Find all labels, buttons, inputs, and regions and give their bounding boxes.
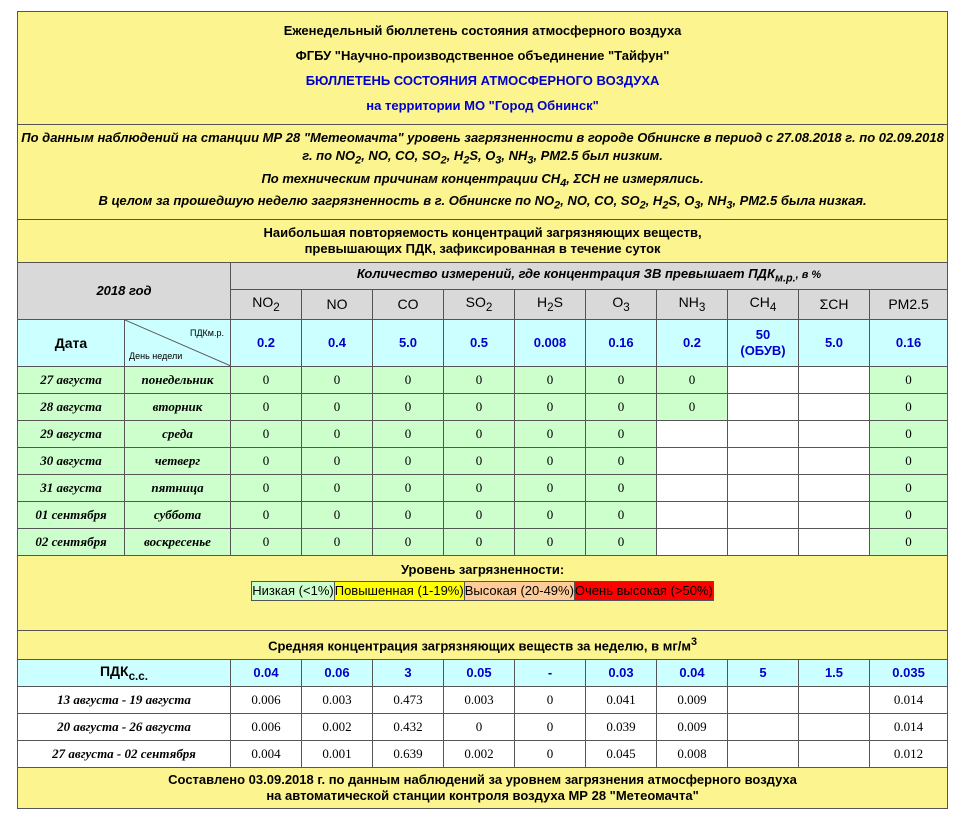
day-weekday: понедельник: [125, 366, 231, 393]
pdk-ss-value: 0.05: [444, 659, 515, 686]
day-value: 0: [515, 420, 586, 447]
bulletin-table: [17, 11, 948, 809]
weekly-average-value: 0.008: [657, 740, 728, 767]
bulletin-footer: Составлено 03.09.2018 г. по данным наблюдений за уровнем загрязнения атмосферного воздуха на автоматической станции контроля воздуха МР 28 "Метеомачта": [18, 767, 948, 808]
day-date: 01 сентября: [18, 501, 125, 528]
pdk-mr-value: 0.008: [515, 319, 586, 366]
day-value: 0: [302, 501, 373, 528]
pollution-level-section: [18, 555, 948, 630]
weekly-average-value: 0.009: [657, 686, 728, 713]
day-value: [799, 393, 870, 420]
day-value: 0: [870, 366, 948, 393]
pollutant-header-7: $CH_4$: [728, 289, 799, 319]
pollutant-header-1: NO: [302, 289, 373, 319]
weekly-average-period: 13 августа - 19 августа: [18, 686, 231, 713]
day-value: 0: [444, 474, 515, 501]
pdk-ss-value: 0.06: [302, 659, 373, 686]
day-weekday: пятница: [125, 474, 231, 501]
summary-paragraph-2: По техническим причинам концентрации $CH_4$, ΣCH не измерялись.: [261, 170, 704, 190]
day-weekday: четверг: [125, 447, 231, 474]
day-value: 0: [586, 393, 657, 420]
day-value: 0: [870, 420, 948, 447]
weekly-average-value: 0.003: [302, 686, 373, 713]
day-value: 0: [444, 528, 515, 555]
weekly-average-value: 0.002: [444, 740, 515, 767]
weekly-average-row: [18, 686, 948, 713]
pollutant-header-9: PM2.5: [870, 289, 948, 319]
pdk-ss-label: $ПДК_{с.с.}$: [18, 659, 231, 686]
pdk-ss-value: 3: [373, 659, 444, 686]
weekly-average-period: 27 августа - 02 сентября: [18, 740, 231, 767]
weekly-average-value: [799, 713, 870, 740]
day-date: 02 сентября: [18, 528, 125, 555]
weekly-average-value: 0.639: [373, 740, 444, 767]
day-row: [18, 447, 948, 474]
legend-item-0: Низкая (<1%): [252, 583, 334, 599]
weekly-average-value: [799, 740, 870, 767]
pdk-mr-value: 0.2: [657, 319, 728, 366]
day-date: 30 августа: [18, 447, 125, 474]
day-value: [728, 447, 799, 474]
day-value: 0: [444, 501, 515, 528]
day-value: 0: [657, 393, 728, 420]
pdk-ss-value: 0.04: [657, 659, 728, 686]
day-value: 0: [302, 528, 373, 555]
day-value: 0: [231, 501, 302, 528]
day-value: 0: [231, 366, 302, 393]
day-value: 0: [444, 393, 515, 420]
header-line-2: ФГБУ "Научно-производственное объединение "Тайфун": [295, 48, 670, 63]
weekly-average-period: 20 августа - 26 августа: [18, 713, 231, 740]
pollution-level-title: Уровень загрязненности:: [400, 561, 565, 577]
day-row: [18, 366, 948, 393]
pollutant-header-3: $SO_2$: [444, 289, 515, 319]
day-date: 29 августа: [18, 420, 125, 447]
weekly-average-value: [728, 713, 799, 740]
date-column-label: Дата: [18, 319, 125, 366]
day-row: [18, 474, 948, 501]
weekly-average-value: 0.473: [373, 686, 444, 713]
legend-item-1: Повышенная (1-19%): [334, 583, 464, 599]
day-value: 0: [870, 501, 948, 528]
day-value: 0: [515, 501, 586, 528]
day-value: [799, 447, 870, 474]
pollutant-header-2: CO: [373, 289, 444, 319]
repeatability-title: Наибольшая повторяемость концентраций загрязняющих веществ, превышающих ПДК, зафиксированная в течение суток: [18, 219, 948, 262]
pdk-ss-value: -: [515, 659, 586, 686]
weekly-average-value: 0.006: [231, 686, 302, 713]
header-line-3: БЮЛЛЕТЕНЬ СОСТОЯНИЯ АТМОСФЕРНОГО ВОЗДУХА: [305, 73, 660, 88]
weekly-average-value: [799, 686, 870, 713]
day-value: 0: [444, 366, 515, 393]
pollution-level-legend: [251, 581, 714, 601]
day-value: 0: [586, 501, 657, 528]
weekly-average-value: [728, 686, 799, 713]
day-value: [657, 447, 728, 474]
pdk-mr-value: 5.0: [799, 319, 870, 366]
day-value: [728, 501, 799, 528]
day-value: [799, 501, 870, 528]
day-value: [728, 366, 799, 393]
day-value: 0: [586, 447, 657, 474]
day-value: 0: [515, 474, 586, 501]
pdk-ss-value: 0.035: [870, 659, 948, 686]
day-value: 0: [373, 528, 444, 555]
legend-item-3: Очень высокая (>50%): [574, 583, 713, 599]
pollutant-header-6: $NH_3$: [657, 289, 728, 319]
day-value: 0: [870, 393, 948, 420]
weekly-average-value: 0: [444, 713, 515, 740]
day-value: 0: [373, 501, 444, 528]
weekly-average-value: 0.041: [586, 686, 657, 713]
day-value: [657, 528, 728, 555]
pdk-ss-value: 0.03: [586, 659, 657, 686]
weekly-average-value: 0.039: [586, 713, 657, 740]
weekly-average-value: 0: [515, 740, 586, 767]
diagonal-header-cell: [125, 319, 231, 366]
day-value: [799, 474, 870, 501]
diag-pdk-label: ПДКм.р.: [189, 327, 224, 338]
day-value: [799, 528, 870, 555]
pdk-mr-value: 0.5: [444, 319, 515, 366]
weekly-average-value: 0.003: [444, 686, 515, 713]
legend-item-2: Высокая (20-49%): [464, 583, 574, 599]
weekly-average-title: Средняя концентрация загрязняющих веществ за неделю, в $мг/м^3$: [18, 630, 948, 659]
day-value: 0: [302, 366, 373, 393]
day-value: 0: [444, 420, 515, 447]
weekly-average-value: 0.004: [231, 740, 302, 767]
day-weekday: вторник: [125, 393, 231, 420]
day-value: 0: [870, 528, 948, 555]
day-date: 31 августа: [18, 474, 125, 501]
day-value: [657, 474, 728, 501]
pdk-ss-value: 1.5: [799, 659, 870, 686]
weekly-average-value: [728, 740, 799, 767]
pdk-ss-value: 0.04: [231, 659, 302, 686]
weekly-average-value: 0: [515, 686, 586, 713]
weekly-average-value: 0.001: [302, 740, 373, 767]
pollutant-header-0: $NO_2$: [231, 289, 302, 319]
day-value: 0: [515, 528, 586, 555]
pdk-mr-value: 0.2: [231, 319, 302, 366]
weekly-average-value: 0.014: [870, 686, 948, 713]
summary-text: [18, 125, 948, 220]
day-value: 0: [657, 366, 728, 393]
summary-paragraph-1: По данным наблюдений на станции МР 28 "Метеомачта" уровень загрязненности в городе Обнинске в период с 27.08.2018 г. по 02.09.2018 г. по $NO_2$, NO, CO, $SO_2$, $H_2S$, $O_3$, $NH_3$, PM2.5 был низким.: [21, 130, 944, 167]
day-value: 0: [515, 447, 586, 474]
day-value: 0: [373, 420, 444, 447]
day-value: 0: [373, 366, 444, 393]
day-value: 0: [870, 474, 948, 501]
day-weekday: суббота: [125, 501, 231, 528]
pdk-ss-value: 5: [728, 659, 799, 686]
day-row: [18, 528, 948, 555]
weekly-average-value: 0.002: [302, 713, 373, 740]
weekly-average-row: [18, 713, 948, 740]
weekly-average-value: 0.009: [657, 713, 728, 740]
pollutant-header-4: $H_2S$: [515, 289, 586, 319]
day-value: 0: [870, 447, 948, 474]
day-value: 0: [373, 393, 444, 420]
day-value: [728, 528, 799, 555]
weekly-average-row: [18, 740, 948, 767]
day-value: [728, 474, 799, 501]
day-value: 0: [231, 393, 302, 420]
weekly-average-value: 0.012: [870, 740, 948, 767]
pdk-mr-value: 50 (ОБУВ): [728, 319, 799, 366]
day-value: 0: [231, 474, 302, 501]
day-value: 0: [586, 474, 657, 501]
weekly-average-value: 0.014: [870, 713, 948, 740]
bulletin-header: [18, 12, 948, 125]
day-value: [799, 420, 870, 447]
weekly-average-value: 0: [515, 713, 586, 740]
count-header: Количество измерений, где концентрация ЗВ превышает $ПДК_{м.р.}$, в %: [231, 262, 948, 289]
day-value: 0: [373, 447, 444, 474]
day-value: [657, 420, 728, 447]
summary-paragraph-3: В целом за прошедшую неделю загрязненность в г. Обнинске по $NO_2$, NO, CO, $SO_2$, $H_2S$, $O_3$, $NH_3$, PM2.5 была низкая.: [98, 193, 867, 212]
day-value: 0: [586, 528, 657, 555]
day-value: 0: [302, 447, 373, 474]
day-value: 0: [302, 420, 373, 447]
day-value: 0: [515, 366, 586, 393]
day-date: 27 августа: [18, 366, 125, 393]
day-value: [728, 393, 799, 420]
day-value: [657, 501, 728, 528]
pollutant-header-5: $O_3$: [586, 289, 657, 319]
day-value: 0: [373, 474, 444, 501]
year-label: 2018 год: [18, 262, 231, 319]
day-value: 0: [231, 447, 302, 474]
day-value: 0: [302, 474, 373, 501]
day-value: 0: [586, 420, 657, 447]
diag-weekday-label: День недели: [129, 350, 183, 361]
day-row: [18, 420, 948, 447]
day-value: [728, 420, 799, 447]
weekly-average-value: 0.045: [586, 740, 657, 767]
pollutant-header-8: ΣCH: [799, 289, 870, 319]
day-row: [18, 501, 948, 528]
day-value: 0: [586, 366, 657, 393]
pdk-mr-value: 0.4: [302, 319, 373, 366]
day-value: 0: [444, 447, 515, 474]
day-date: 28 августа: [18, 393, 125, 420]
pdk-mr-value: 5.0: [373, 319, 444, 366]
day-weekday: воскресенье: [125, 528, 231, 555]
day-value: 0: [231, 420, 302, 447]
day-weekday: среда: [125, 420, 231, 447]
day-value: 0: [515, 393, 586, 420]
weekly-average-value: 0.432: [373, 713, 444, 740]
pdk-mr-value: 0.16: [870, 319, 948, 366]
header-line-4: на территории МО "Город Обнинск": [366, 98, 599, 113]
weekly-average-value: 0.006: [231, 713, 302, 740]
pdk-mr-value: 0.16: [586, 319, 657, 366]
day-value: 0: [231, 528, 302, 555]
day-row: [18, 393, 948, 420]
day-value: 0: [302, 393, 373, 420]
day-value: [799, 366, 870, 393]
header-line-1: Еженедельный бюллетень состояния атмосферного воздуха: [283, 23, 682, 38]
